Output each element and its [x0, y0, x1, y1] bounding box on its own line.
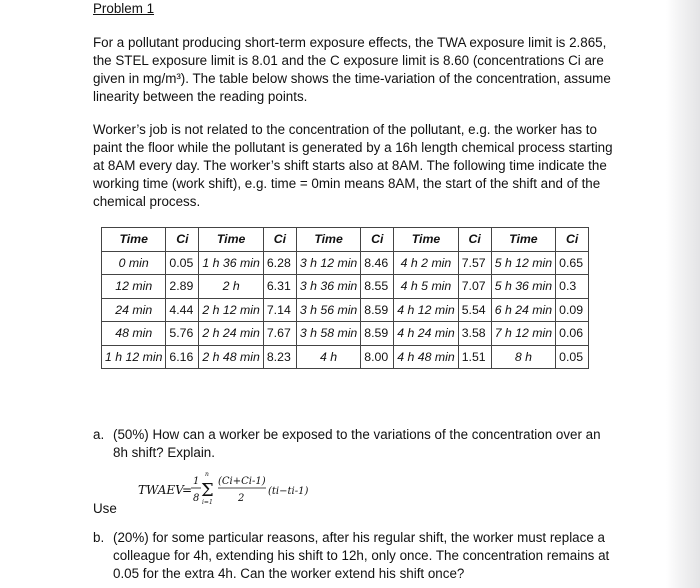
ci-cell: 7.07 [458, 275, 491, 299]
use-label: Use [93, 501, 117, 516]
time-cell: 3 h 12 min [296, 251, 360, 275]
time-cell: 2 h 12 min [199, 298, 263, 322]
table-header-ci: Ci [263, 228, 296, 252]
formula-term-num: (Ci+Ci-1) [218, 476, 266, 487]
formula-sum-upper: n [205, 471, 209, 478]
concentration-table [101, 227, 589, 369]
formula-lhs: TWAEV [138, 483, 184, 497]
time-cell: 4 h 12 min [394, 298, 458, 322]
formula-sum-lower: i=1 [202, 499, 213, 506]
table-header-ci: Ci [556, 228, 589, 252]
table-body [102, 251, 589, 369]
ci-cell: 8.46 [361, 251, 394, 275]
table-header-time: Time [199, 228, 263, 252]
ci-cell: 0.09 [556, 298, 589, 322]
table-row [102, 251, 589, 275]
time-cell: 2 h 24 min [199, 322, 263, 346]
time-cell: 5 h 12 min [491, 251, 555, 275]
ci-cell: 6.28 [263, 251, 296, 275]
ci-cell: 5.54 [458, 298, 491, 322]
table-header-ci: Ci [361, 228, 394, 252]
table-row [102, 322, 589, 346]
question-b-label: b. [93, 530, 105, 545]
ci-cell: 8.59 [361, 322, 394, 346]
table-header-time: Time [491, 228, 555, 252]
time-cell: 24 min [102, 298, 166, 322]
formula-sigma: Σ [201, 480, 214, 501]
question-b-text: (20%) for some particular reasons, after his regular shift, the worker must replace a colleague for 4h, extending his shift to 12h, only once. The concentration remains at 0.05 for the extra 4h. Can the worker extend his shift once? [113, 530, 610, 581]
table-header-time: Time [296, 228, 360, 252]
twaev-formula [138, 470, 338, 510]
time-cell: 4 h 2 min [394, 251, 458, 275]
time-cell: 12 min [102, 275, 166, 299]
question-a [93, 426, 613, 462]
ci-cell: 7.67 [263, 322, 296, 346]
formula-tail: (ti−ti-1) [268, 486, 309, 497]
problem-paragraph-1: For a pollutant producing short-term exposure effects, the TWA exposure limit is 2.865, the STEL exposure limit is 8.01 and the C exposure limit is 8.60 (concentrations Ci are given in mg/m³). The table below shows the time-variation of the concentration, assume linearity between the reading points. [93, 35, 611, 104]
ci-cell: 3.58 [458, 322, 491, 346]
table-header-time: Time [102, 228, 166, 252]
time-cell: 4 h 48 min [394, 345, 458, 369]
ci-cell: 7.57 [458, 251, 491, 275]
ci-cell: 2.89 [166, 275, 199, 299]
time-cell: 6 h 24 min [491, 298, 555, 322]
ci-cell: 0.05 [556, 345, 589, 369]
question-b [93, 529, 633, 583]
page-edge-shadow [666, 0, 700, 588]
ci-cell: 0.05 [166, 251, 199, 275]
time-cell: 3 h 56 min [296, 298, 360, 322]
time-cell: 5 h 36 min [491, 275, 555, 299]
ci-cell: 0.3 [556, 275, 589, 299]
time-cell: 3 h 36 min [296, 275, 360, 299]
ci-cell: 8.59 [361, 298, 394, 322]
ci-cell: 1.51 [458, 345, 491, 369]
problem-paragraph-2: Worker’s job is not related to the concentration of the pollutant, e.g. the worker has to paint the floor while the pollutant is generated by a 16h length chemical process starting at 8AM every day. The worker’s shift starts also at 8AM. The following time indicate the working time (work shift), e.g. time = 0min means 8AM, the start of the shift and of the chemical process. [93, 122, 613, 209]
time-cell: 7 h 12 min [491, 322, 555, 346]
table-row [102, 345, 589, 369]
formula-fraction-den: 8 [193, 493, 200, 504]
ci-cell: 6.16 [166, 345, 199, 369]
question-a-text: (50%) How can a worker be exposed to the variations of the concentration over an 8h shift? Explain. [113, 427, 601, 460]
formula-equals: = [182, 483, 193, 497]
time-cell: 0 min [102, 251, 166, 275]
table-header-ci: Ci [458, 228, 491, 252]
ci-cell: 0.65 [556, 251, 589, 275]
ci-cell: 7.14 [263, 298, 296, 322]
time-cell: 8 h [491, 345, 555, 369]
ci-cell: 8.00 [361, 345, 394, 369]
time-cell: 3 h 58 min [296, 322, 360, 346]
table-header-time: Time [394, 228, 458, 252]
ci-cell: 5.76 [166, 322, 199, 346]
ci-cell: 0.06 [556, 322, 589, 346]
time-cell: 1 h 12 min [102, 345, 166, 369]
time-cell: 4 h 5 min [394, 275, 458, 299]
time-cell: 4 h 24 min [394, 322, 458, 346]
question-a-label: a. [93, 427, 105, 442]
formula-fraction-num: 1 [193, 476, 200, 487]
table-header-ci: Ci [166, 228, 199, 252]
time-cell: 4 h [296, 345, 360, 369]
ci-cell: 6.31 [263, 275, 296, 299]
table-header-row [102, 228, 589, 252]
time-cell: 2 h [199, 275, 263, 299]
ci-cell: 4.44 [166, 298, 199, 322]
time-cell: 1 h 36 min [199, 251, 263, 275]
problem-title: Problem 1 [93, 1, 155, 16]
time-cell: 48 min [102, 322, 166, 346]
table-row [102, 298, 589, 322]
formula-term-den: 2 [238, 493, 245, 504]
table-row [102, 275, 589, 299]
ci-cell: 8.23 [263, 345, 296, 369]
ci-cell: 8.55 [361, 275, 394, 299]
time-cell: 2 h 48 min [199, 345, 263, 369]
